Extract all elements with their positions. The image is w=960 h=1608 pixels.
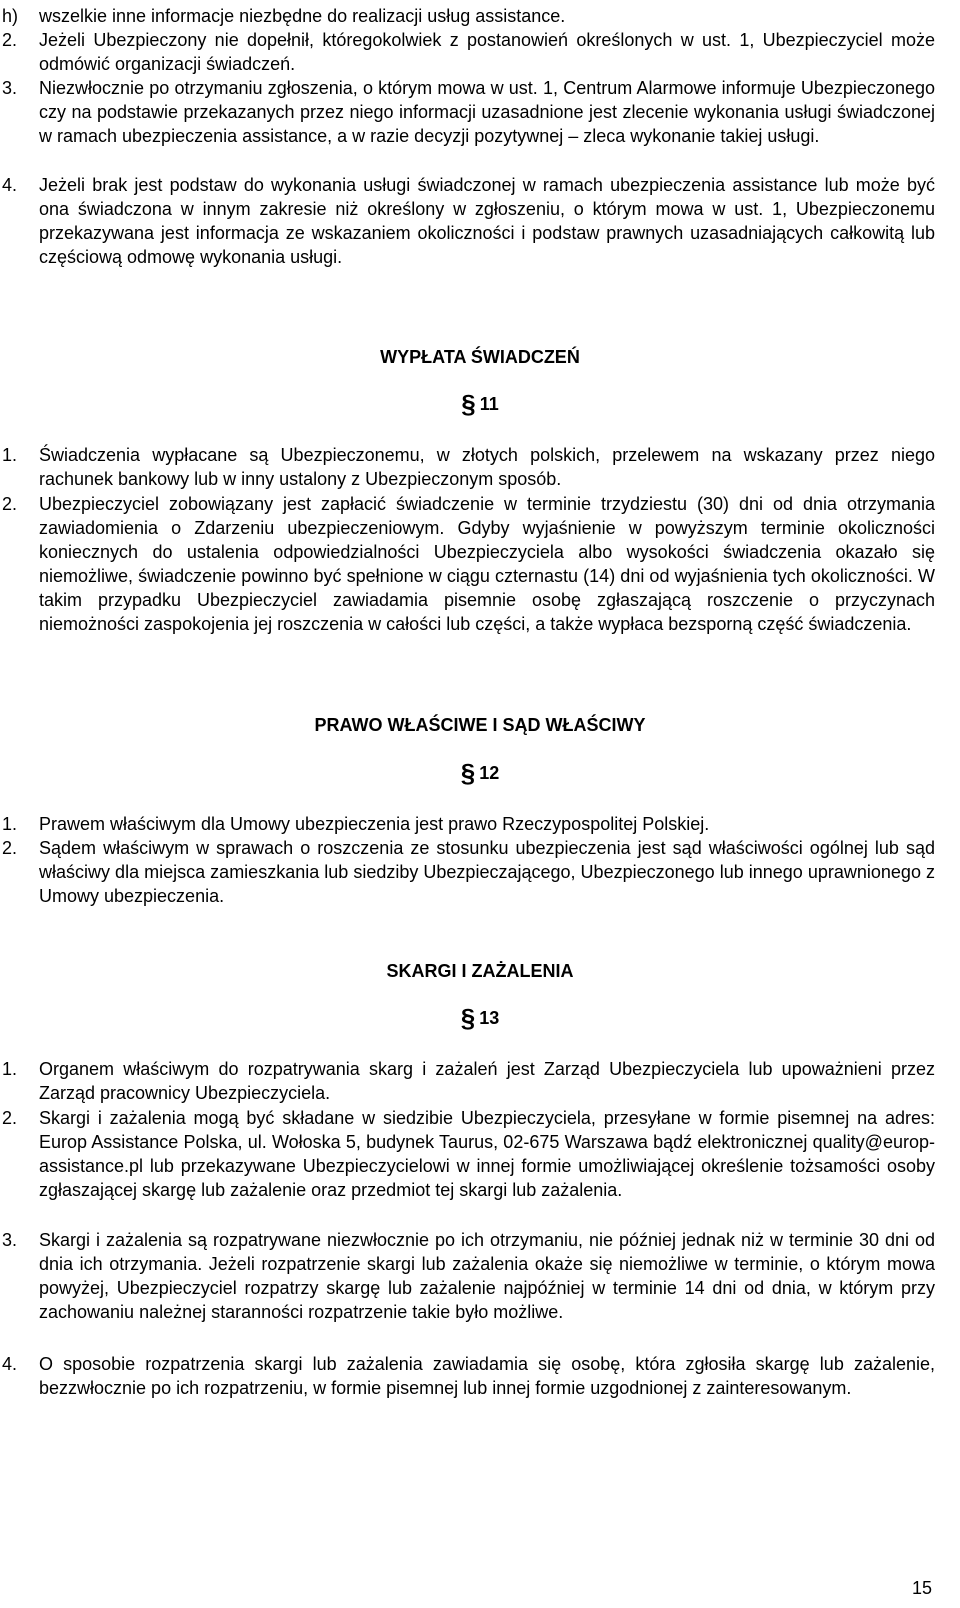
- item-marker: h): [2, 6, 19, 26]
- item-text: Świadczenia wypłacane są Ubezpieczonemu, w złotych polskich, przelewem na wskazany przez niego rachunek bankowy lub w inny ustalony z Ubezpieczonym sposób.: [39, 445, 935, 489]
- item-number: 2.: [2, 494, 18, 514]
- item-text: Niezwłocznie po otrzymaniu zgłoszenia, o którym mowa w ust. 1, Centrum Alarmowe informuje Ubezpieczonego czy na podstawie przekazanych przez niego informacji uzasadnione jest zlecenie wykonania usługi świadczonej w ramach ubezpieczenia assistance, a w razie decyzji pozytywnej – zleca wykonanie takiej usługi.: [39, 78, 935, 146]
- item-number: 2.: [2, 838, 18, 858]
- item-text: Sądem właściwym w sprawach o roszczenia ze stosunku ubezpieczenia jest sąd właściwości ogólnej lub sąd właściwy dla miejsca zamieszkania lub siedziby Ubezpieczającego, Ubezpieczonego lub innego uprawnionego z Umowy ubezpieczenia.: [39, 838, 935, 906]
- paragraph-sign: §: [460, 1003, 476, 1033]
- section-11-number: [0, 389, 960, 419]
- item-number: 3.: [2, 78, 18, 98]
- item-text: Jeżeli Ubezpieczony nie dopełnił, któregokolwiek z postanowień określonych w ust. 1, Ubezpieczyciel może odmówić organizacji świadczeń.: [39, 30, 935, 74]
- item-text: wszelkie inne informacje niezbędne do realizacji usług assistance.: [39, 6, 566, 26]
- paragraph-sign: §: [460, 758, 476, 788]
- item-text: O sposobie rozpatrzenia skargi lub zażalenia zawiadamia się osobę, która zgłosiła skargę lub zażalenie, bezzwłocznie po ich rozpatrzeniu, w formie pisemnej lub innej formie uzgodnionej z zainteresowanym.: [39, 1354, 935, 1398]
- item-text: Organem właściwym do rozpatrywania skarg i zażaleń jest Zarząd Ubezpieczyciela lub upoważnieni przez Zarząd pracownicy Ubezpieczyciela.: [39, 1059, 935, 1103]
- list-item-3: [0, 76, 935, 148]
- section-12-title: PRAWO WŁAŚCIWE I SĄD WŁAŚCIWY: [314, 715, 646, 735]
- s11-item-2: [0, 492, 935, 636]
- section-number: 11: [479, 394, 499, 414]
- s13-item-1: [0, 1057, 935, 1105]
- list-item-2: [0, 28, 935, 76]
- section-13-number: [0, 1003, 960, 1033]
- s12-item-1: [0, 812, 935, 836]
- item-number: 2.: [2, 1108, 18, 1128]
- s13-item-3: [0, 1228, 935, 1324]
- item-text: Ubezpieczyciel zobowiązany jest zapłacić świadczenie w terminie trzydziestu (30) dni od dnia otrzymania zawiadomienia o Zdarzeniu ubezpieczeniowym. Gdyby wyjaśnienie w powyższym terminie okoliczności koniecznych do ustalenia odpowiedzialności Ubezpieczyciela albo wysokości świadczenia okazało się niemożliwe, świadczenie powinno być spełnione w ciągu czternastu (14) dni od wyjaśnienia tych okoliczności. W takim przypadku Ubezpieczyciel zawiadamia pisemnie osobę zgłaszającą roszczenie o przyczynach niemożności zaspokojenia jej roszczenia w całości lub części, a także wypłaca bezsporną część świadczenia.: [39, 494, 935, 634]
- section-12-number: [0, 758, 960, 788]
- list-item-4: [0, 173, 935, 269]
- section-number: 13: [479, 1008, 500, 1028]
- section-13-title: SKARGI I ZAŻALENIA: [386, 961, 574, 981]
- item-number: 1.: [2, 1059, 18, 1079]
- item-text: Prawem właściwym dla Umowy ubezpieczenia jest prawo Rzeczypospolitej Polskiej.: [39, 814, 710, 834]
- s12-item-2: [0, 836, 935, 908]
- item-number: 1.: [2, 814, 18, 834]
- s13-item-4: [0, 1352, 935, 1400]
- item-number: 3.: [2, 1230, 18, 1250]
- item-number: 4.: [2, 175, 18, 195]
- list-item-h: [0, 4, 935, 28]
- section-11-title: WYPŁATA ŚWIADCZEŃ: [380, 347, 580, 367]
- page-number: 15: [911, 1578, 932, 1598]
- item-number: 4.: [2, 1354, 18, 1374]
- item-number: 2.: [2, 30, 18, 50]
- section-number: 12: [479, 763, 500, 783]
- item-number: 1.: [2, 445, 18, 465]
- s11-item-1: [0, 443, 935, 491]
- s13-item-2: [0, 1106, 935, 1202]
- paragraph-sign: §: [461, 389, 476, 419]
- item-text: Skargi i zażalenia mogą być składane w siedzibie Ubezpieczyciela, przesyłane w formie pisemnej na adres: Europ Assistance Polska, ul. Wołoska 5, budynek Taurus, 02-675 Warszawa bądź elektronicznej quality@europ-assistance.pl lub przekazywane Ubezpieczycielowi w innej formie umożliwiającej określenie tożsamości osoby zgłaszającej skargę lub zażalenie oraz przedmiot tej skargi lub zażalenia.: [39, 1108, 935, 1200]
- item-text: Skargi i zażalenia są rozpatrywane niezwłocznie po ich otrzymaniu, nie później jednak niż w terminie 30 dni od dnia ich otrzymania. Jeżeli rozpatrzenie skargi lub zażalenia okaże się niemożliwe w terminie, o którym mowa powyżej, Ubezpieczyciel rozpatrzy skargę lub zażalenie najpóźniej w terminie 14 dni od dnia, w którym przy zachowaniu należnej staranności rozpatrzenie takie było możliwe.: [39, 1230, 935, 1322]
- item-text: Jeżeli brak jest podstaw do wykonania usługi świadczonej w ramach ubezpieczenia assistance lub może być ona świadczona w innym zakresie niż określony w zgłoszeniu, o którym mowa w ust. 1, Ubezpieczonemu przekazywana jest informacja ze wskazaniem okoliczności i podstaw prawnych uzasadniających całkowitą lub częściową odmowę wykonania usługi.: [39, 175, 935, 267]
